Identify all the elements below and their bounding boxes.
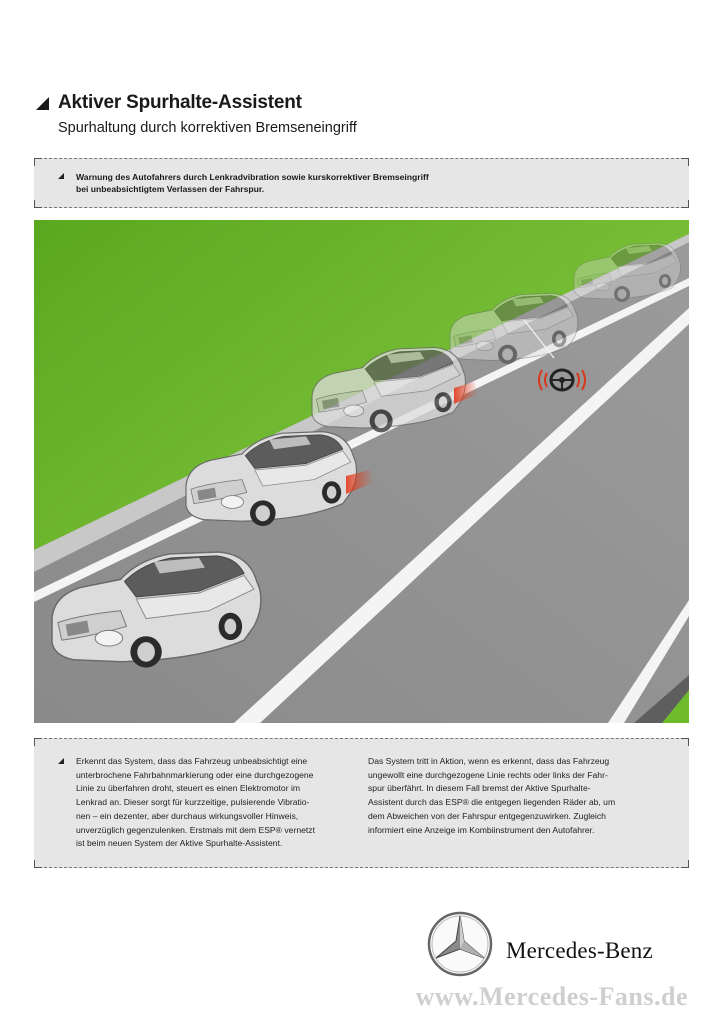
triangle-bullet-icon [58,758,64,764]
mercedes-star-icon [426,910,494,978]
description-right-column: Das System tritt in Aktion, wenn es erkennt, dass das Fahrzeug ungewollt eine durchgezogene Linie rechts oder links der Fahr- spur überfährt. In diesem Fall bremst der Aktive Spurhalte- Assistent durch das ESP® die entgegen liegenden Räder ab, um dem Abweichen von der Fahrspur entgegenzuwirken. Zugleich informiert eine Anzeige im Kombiinstrument den Autofahrer. [368,756,616,835]
triangle-bullet-icon [36,97,49,110]
warning-text: Warnung des Autofahrers durch Lenkradvibration sowie kurskorrektiver Bremseingriff bei unbeabsichtigtem Verlassen der Fahrspur. [76,172,429,194]
triangle-bullet-icon [58,173,64,179]
header [36,92,696,138]
description-box [34,738,689,868]
description-left-column: Erkennt das System, dass das Fahrzeug unbeabsichtigt eine unterbrochene Fahrbahnmarkierung oder eine durchgezogene Linie zu überfahren droht, steuert es einen Elektromotor im Lenkrad an. Dieser sorgt für kurzzeitige, pulsierende Vibratio- nen – ein dezenter, aber durchaus wirkungsvoller Hinweis, unverzüglich gegenzulenken. Erstmals mit dem ESP® vernetzt ist beim neuen System der Aktive Spurhalte-Assistent. [76,756,315,849]
brand-name: Mercedes-Benz [506,938,653,963]
warning-box [34,158,689,208]
lane-assist-illustration [34,220,689,723]
watermark: www.Mercedes-Fans.de [415,982,688,1011]
page-subtitle: Spurhaltung durch korrektiven Bremseneingriff [58,120,357,136]
page-title: Aktiver Spurhalte-Assistent [36,92,696,114]
brand-logo [426,910,696,982]
